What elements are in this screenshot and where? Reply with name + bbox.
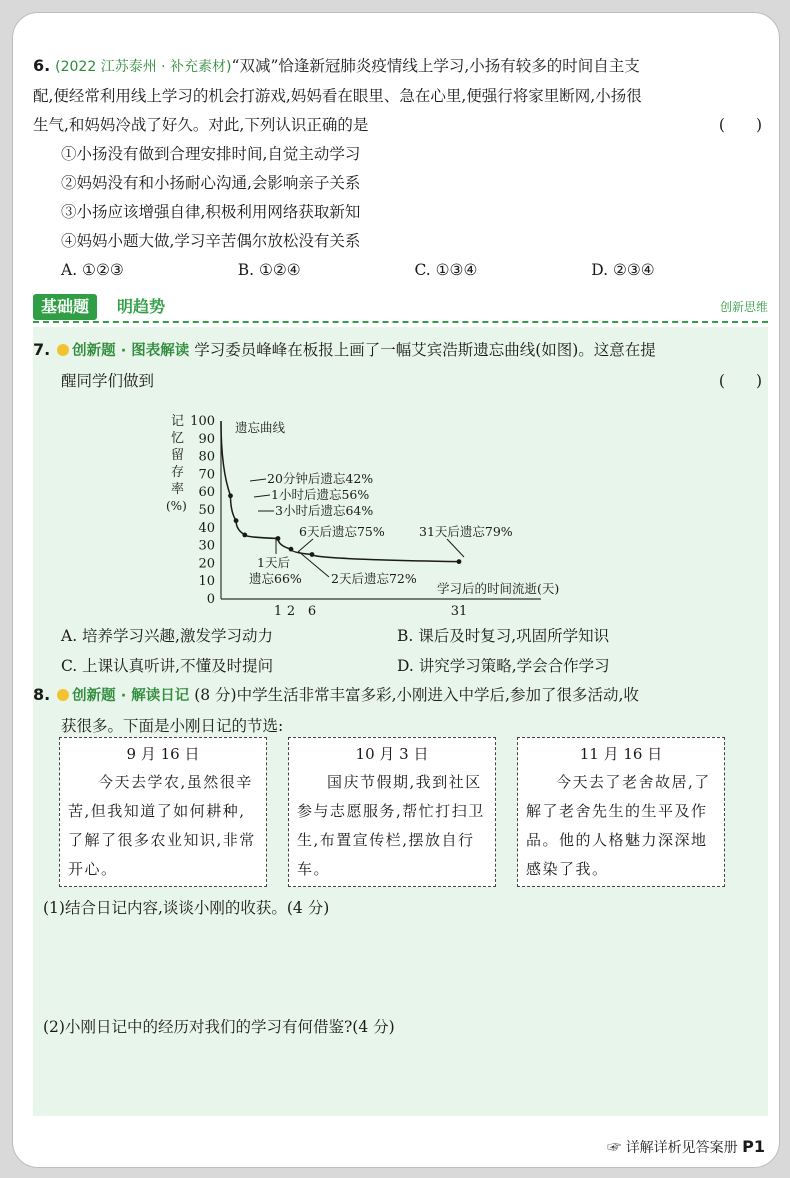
data-point	[457, 559, 462, 564]
diary-date: 9 月 16 日	[126, 745, 200, 763]
footer-text: 详解详析见答案册	[625, 1140, 738, 1156]
diary-text: 国庆节假期,我到社区参与志愿服务,帮忙打扫卫生,布置宣传栏,摆放自行车。	[297, 773, 485, 878]
question-text: 学习委员峰峰在板报上画了一幅艾宾浩斯遗忘曲线(如图)。这意在提	[194, 341, 656, 359]
y-tick-label: 20	[198, 556, 215, 572]
annotation-6day: 6天后遗忘75%	[299, 524, 385, 539]
question-number: 8.	[33, 685, 51, 704]
annotation-3hour: 3小时后遗忘64%	[275, 503, 374, 518]
question-text: 获很多。下面是小刚日记的节选:	[61, 717, 284, 735]
choice-a: A. ①②③	[61, 261, 124, 279]
section-banner	[33, 294, 768, 322]
question-6	[33, 51, 768, 285]
choice-b: B. 课后及时复习,巩固所学知识	[397, 627, 610, 645]
worksheet-page	[12, 12, 780, 1168]
choice-b: B. ①②④	[237, 261, 301, 279]
choice-d: D. ②③④	[591, 261, 655, 279]
lightbulb-icon	[57, 689, 69, 701]
question-text: 生气,和妈妈冷战了好久。对此,下列认识正确的是	[33, 116, 369, 134]
arrow-6day	[299, 539, 313, 551]
lightbulb-icon	[57, 344, 69, 356]
choice-a: A. 培养学习兴趣,激发学习动力	[61, 627, 273, 645]
question-source: (2022 江苏泰州 · 补充素材)	[55, 59, 232, 75]
question-7-choices	[61, 621, 761, 681]
question-text: “双减”恰逢新冠肺炎疫情线上学习,小扬有较多的时间自主支	[231, 57, 640, 75]
y-tick-label: 10	[198, 574, 215, 590]
page-number: P1	[742, 1137, 765, 1156]
question-text: 中学生活非常丰富多彩,小刚进入中学后,参加了很多活动,收	[236, 686, 639, 704]
answer-bracket: ( )	[718, 372, 762, 390]
x-tick-label: 31	[450, 604, 468, 619]
data-point	[234, 518, 239, 523]
diary-text: 今天去了老舍故居,了解了老舍先生的生平及作品。他的人格魅力深深地感染了我。	[526, 773, 711, 878]
data-point	[228, 493, 233, 498]
ylabel-char: 率	[171, 482, 185, 497]
annotation-1day: 1天后	[257, 555, 290, 570]
question-text: 醒同学们做到	[61, 372, 155, 390]
question-label: 创新题 · 解读日记	[72, 688, 190, 704]
data-point	[289, 547, 294, 552]
annotation-1day-value: 遗忘66%	[249, 571, 302, 586]
ylabel-char: 记	[171, 414, 185, 429]
y-tick-label: 40	[198, 520, 215, 536]
choice-d: D. 讲究学习策略,学会合作学习	[397, 657, 610, 675]
annotation-31day: 31天后遗忘79%	[419, 524, 513, 539]
y-tick-label: 80	[198, 449, 215, 465]
question-label: 创新题 · 图表解读	[72, 343, 190, 359]
option-item: ①小扬没有做到合理安排时间,自觉主动学习	[61, 145, 361, 163]
option-item: ④妈妈小题大做,学习辛苦偶尔放松没有关系	[61, 232, 361, 250]
page-footer	[607, 1137, 765, 1157]
arrow-1hour	[254, 495, 270, 497]
pointing-hand-icon: ☞	[607, 1140, 622, 1156]
forgetting-curve-chart	[163, 411, 560, 619]
question-8	[33, 680, 768, 741]
y-tick-label: 30	[198, 538, 215, 554]
x-tick-label: 1	[273, 604, 283, 619]
ylabel-char: 存	[171, 465, 185, 480]
ylabel-char: 忆	[171, 431, 185, 446]
x-tick-label: 6	[307, 604, 317, 619]
chart-title: 遗忘曲线	[235, 420, 286, 435]
question-7	[33, 335, 768, 396]
question-number: 6.	[33, 56, 51, 75]
option-item: ③小扬应该增强自律,积极利用网络获取新知	[61, 203, 361, 221]
choice-row	[33, 256, 768, 285]
option-item: ②妈妈没有和小扬耐心沟通,会影响亲子关系	[61, 174, 361, 192]
arrow-20min	[250, 479, 266, 481]
x-axis-label: 学习后的时间流逝(天)	[437, 581, 560, 596]
ylabel-char: 留	[171, 448, 185, 463]
section-tag: 基础题	[33, 294, 97, 320]
sub-question-2: (2)小刚日记中的经历对我们的学习有何借鉴?(4 分)	[43, 1018, 395, 1036]
annotation-2day: 2天后遗忘72%	[331, 571, 417, 586]
data-point	[242, 533, 247, 538]
section-subtitle: 明趋势	[117, 297, 166, 316]
question-text: 配,便经常利用线上学习的机会打游戏,妈妈看在眼里、急在心里,便强行将家里断网,小扬很	[33, 87, 642, 105]
choice-c: C. 上课认真听讲,不懂及时提问	[61, 657, 274, 675]
y-tick-label: 90	[198, 431, 215, 447]
section-divider	[33, 321, 768, 323]
diary-card	[517, 737, 725, 887]
annotation-20min: 20分钟后遗忘42%	[267, 471, 374, 486]
section-note: 创新思维	[719, 300, 768, 314]
choice-c: C. ①③④	[414, 261, 478, 279]
arrow-31day	[447, 539, 464, 557]
diary-card	[288, 737, 496, 887]
y-tick-label: 50	[198, 503, 215, 518]
y-tick-label: 0	[206, 592, 215, 607]
annotation-1hour: 1小时后遗忘56%	[271, 487, 370, 502]
y-tick-label: 60	[198, 485, 215, 501]
answer-bracket: ( )	[718, 116, 762, 134]
question-score: (8 分)	[194, 686, 237, 704]
diary-text: 今天去学农,虽然很辛苦,但我知道了如何耕种,了解了很多农业知识,非常开心。	[68, 773, 256, 878]
sub-question-1: (1)结合日记内容,谈谈小刚的收获。(4 分)	[43, 899, 330, 917]
y-tick-label: 100	[190, 414, 215, 429]
ylabel-char: (%)	[166, 499, 187, 513]
data-point	[310, 552, 315, 557]
diary-date: 11 月 16 日	[579, 745, 663, 763]
diary-date: 10 月 3 日	[355, 745, 429, 763]
y-tick-label: 70	[198, 467, 215, 483]
diary-card	[59, 737, 267, 887]
question-number: 7.	[33, 340, 51, 359]
x-tick-label: 2	[286, 604, 296, 619]
